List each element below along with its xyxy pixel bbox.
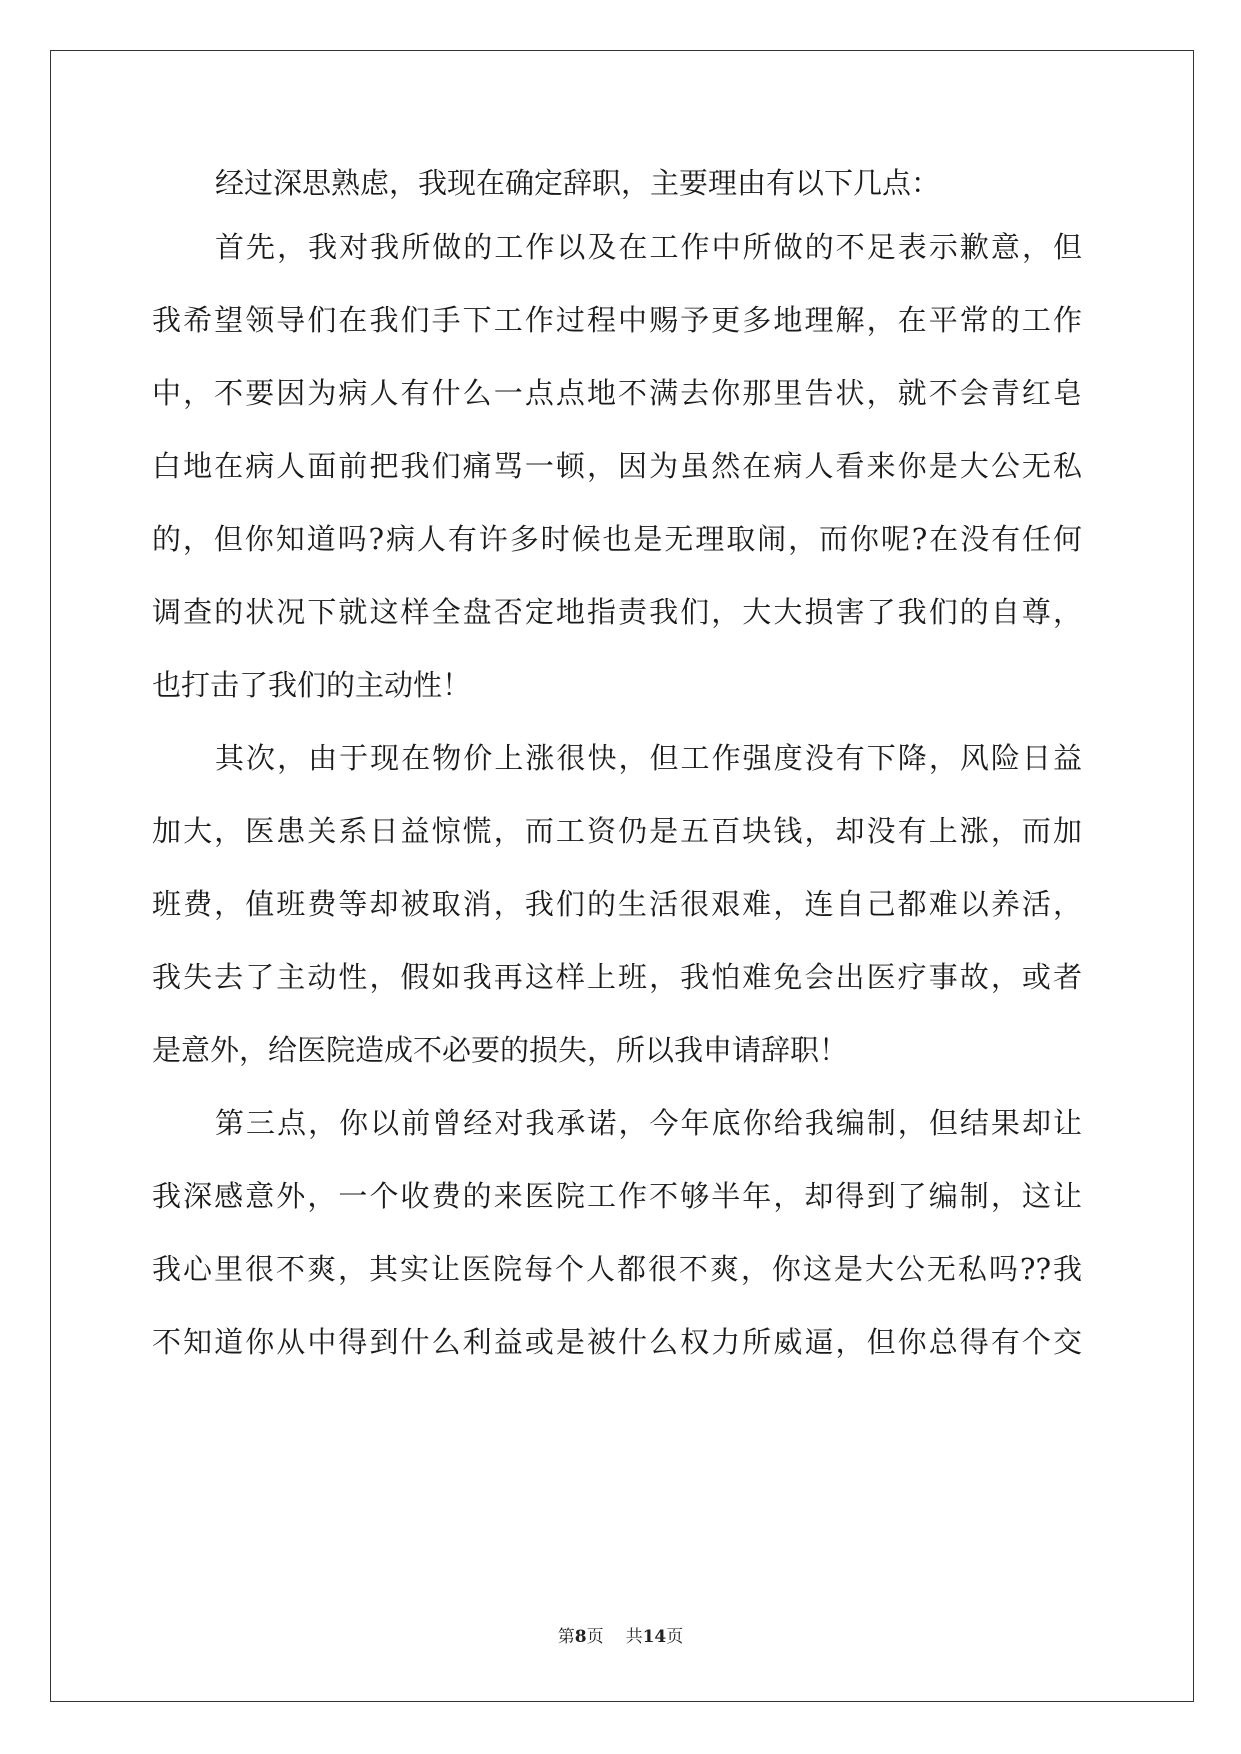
paragraph-1-line-1: 经过深思熟虑，我现在确定辞职，主要理由有以下几点： xyxy=(215,166,941,200)
page-footer xyxy=(0,1626,1241,1648)
paragraph-2-line-7: 也打击了我们的主动性！ xyxy=(152,668,472,702)
paragraph-3-line-1: 其次，由于现在物价上涨很快，但工作强度没有下降，风险日益 xyxy=(215,741,1082,775)
paragraph-3-line-5: 是意外，给医院造成不必要的损失，所以我申请辞职！ xyxy=(152,1033,849,1067)
paragraph-2-line-2: 我希望领导们在我们手下工作过程中赐予更多地理解，在平常的工作 xyxy=(152,303,1082,337)
footer-total-prefix: 共 xyxy=(625,1627,643,1647)
footer-total-number: 14 xyxy=(642,1627,667,1647)
footer-page-number: 8 xyxy=(574,1627,587,1647)
footer-total-suffix: 页 xyxy=(666,1627,684,1647)
paragraph-3-line-3: 班费，值班费等却被取消，我们的生活很艰难，连自己都难以养活， xyxy=(152,887,1082,921)
paragraph-4-line-1: 第三点，你以前曾经对我承诺，今年底你给我编制，但结果却让 xyxy=(215,1106,1082,1140)
footer-page-prefix: 第 xyxy=(557,1627,575,1647)
paragraph-2-line-3: 中，不要因为病人有什么一点点地不满去你那里告状，就不会青红皂 xyxy=(152,376,1082,410)
paragraph-3-line-2: 加大，医患关系日益惊慌，而工资仍是五百块钱，却没有上涨，而加 xyxy=(152,814,1082,848)
paragraph-4-line-2: 我深感意外，一个收费的来医院工作不够半年，却得到了编制，这让 xyxy=(152,1179,1082,1213)
footer-page-suffix: 页 xyxy=(586,1627,604,1647)
paragraph-4-line-4: 不知道你从中得到什么利益或是被什么权力所威逼，但你总得有个交 xyxy=(152,1325,1082,1359)
paragraph-2-line-5: 的，但你知道吗?病人有许多时候也是无理取闹，而你呢?在没有任何 xyxy=(152,522,1082,556)
paragraph-2-line-1: 首先，我对我所做的工作以及在工作中所做的不足表示歉意，但 xyxy=(215,230,1082,264)
paragraph-3-line-4: 我失去了主动性，假如我再这样上班，我怕难免会出医疗事故，或者 xyxy=(152,960,1082,994)
page-border xyxy=(50,50,1194,1702)
paragraph-4-line-3: 我心里很不爽，其实让医院每个人都很不爽，你这是大公无私吗??我 xyxy=(152,1252,1082,1286)
paragraph-2-line-6: 调查的状况下就这样全盘否定地指责我们，大大损害了我们的自尊， xyxy=(152,595,1082,629)
paragraph-2-line-4: 白地在病人面前把我们痛骂一顿，因为虽然在病人看来你是大公无私 xyxy=(152,449,1082,483)
